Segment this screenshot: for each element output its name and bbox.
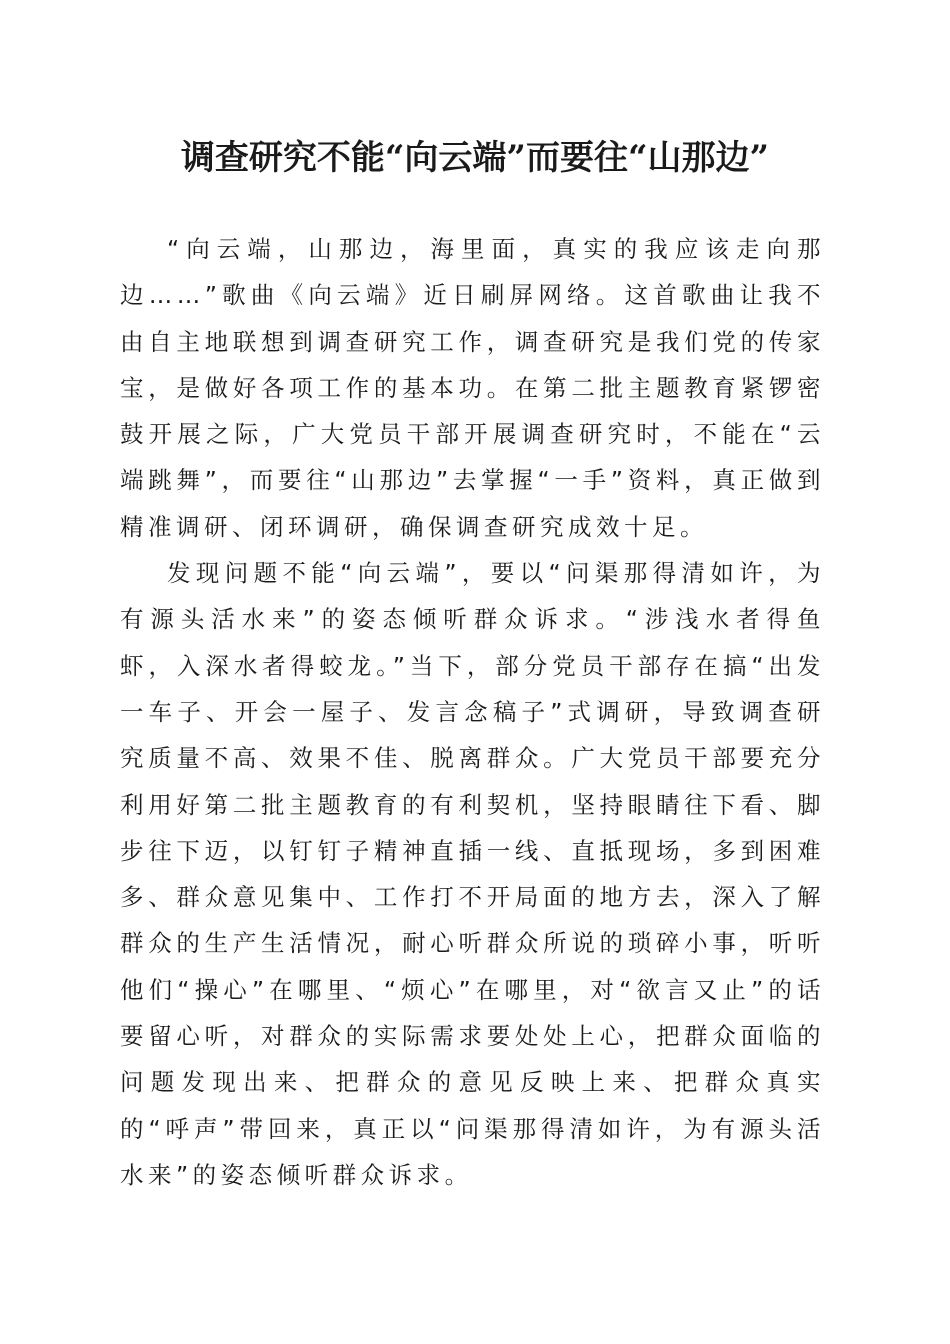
paragraph-intro: “向云端，山那边，海里面，真实的我应该走向那边……”歌曲《向云端》近日刷屏网络。这首歌曲让我不由自主地联想到调查研究工作，调查研究是我们党的传家宝，是做好各项工作的基本功。在第二批主题教育紧锣密鼓开展之际，广大党员干部开展调查研究时，不能在“云端跳舞”，而要往“山那边”去掌握“一手”资料，真正做到精准调研、闭环调研，确保调查研究成效十足。: [120, 235, 825, 541]
document-title: 调查研究不能“向云端”而要往“山那边”: [180, 138, 770, 178]
document-body: [120, 226, 825, 1198]
paragraph-discover-problems: 发现问题不能“向云端”，要以“问渠那得清如许，为有源头活水来”的姿态倾听群众诉求。“涉浅水者得鱼虾，入深水者得蛟龙。”当下，部分党员干部存在搞“出发一车子、开会一屋子、发言念稿子”式调研，导致调查研究质量不高、效果不佳、脱离群众。广大党员干部要充分利用好第二批主题教育的有利契机，坚持眼睛往下看、脚步往下迈，以钉钉子精神直插一线、直抵现场，多到困难多、群众意见集中、工作打不开局面的地方去，深入了解群众的生产生活情况，耐心听群众所说的琐碎小事，听听他们“操心”在哪里、“烦心”在哪里，对“欲言又止”的话要留心听，对群众的实际需求要处处上心，把群众面临的问题发现出来、把群众的意见反映上来、把群众真实的“呼声”带回来，真正以“问渠那得清如许，为有源头活水来”的姿态倾听群众诉求。: [120, 559, 825, 1189]
